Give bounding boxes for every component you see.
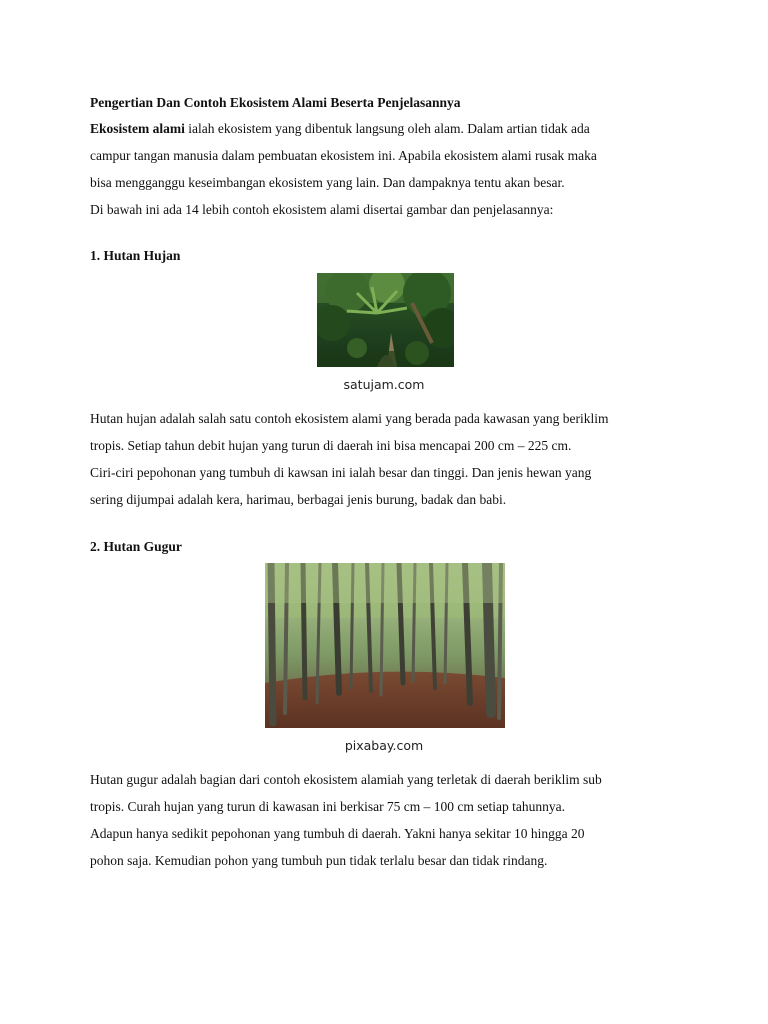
rainforest-image bbox=[317, 273, 454, 367]
section-1-caption: satujam.com bbox=[343, 377, 425, 392]
section-2-line-1: Hutan gugur adalah bagian dari contoh ekosistem alamiah yang terletak di daerah beriklim sub bbox=[90, 772, 602, 787]
section-1-line-4: sering dijumpai adalah kera, harimau, berbagai jenis burung, badak dan babi. bbox=[90, 492, 507, 507]
intro-line-4: Di bawah ini ada 14 lebih contoh ekosistem alami disertai gambar dan penjelasannya: bbox=[90, 202, 554, 217]
section-1-line-3: Ciri-ciri pepohonan yang tumbuh di kawsan ini ialah besar dan tinggi. Dan jenis hewan yang bbox=[90, 465, 592, 480]
rainforest-illustration bbox=[317, 273, 454, 367]
intro-term: Ekosistem alami bbox=[90, 121, 185, 136]
intro-line-2: campur tangan manusia dalam pembuatan ekosistem ini. Apabila ekosistem alami rusak maka bbox=[90, 148, 597, 163]
section-2-heading: 2. Hutan Gugur bbox=[90, 539, 182, 554]
section-2-caption: pixabay.com bbox=[344, 738, 424, 753]
intro-line-3: bisa mengganggu keseimbangan ekosistem yang lain. Dan dampaknya tentu akan besar. bbox=[90, 175, 565, 190]
section-2-line-3: Adapun hanya sedikit pepohonan yang tumbuh di daerah. Yakni hanya sekitar 10 hingga 20 bbox=[90, 826, 585, 841]
deciduous-forest-image bbox=[265, 563, 505, 728]
deciduous-forest-illustration bbox=[265, 563, 505, 728]
intro-line-1-rest: ialah ekosistem yang dibentuk langsung oleh alam. Dalam artian tidak ada bbox=[184, 121, 590, 136]
intro-line-1 bbox=[90, 120, 590, 138]
section-1-line-1: Hutan hujan adalah salah satu contoh ekosistem alami yang berada pada kawasan yang beriklim bbox=[90, 411, 609, 426]
section-2-line-2: tropis. Curah hujan yang turun di kawasan ini berkisar 75 cm – 100 cm setiap tahunnya. bbox=[90, 799, 566, 814]
document-title: Pengertian Dan Contoh Ekosistem Alami Beserta Penjelasannya bbox=[90, 95, 461, 110]
section-1-line-2: tropis. Setiap tahun debit hujan yang turun di daerah ini bisa mencapai 200 cm – 225 cm. bbox=[90, 438, 572, 453]
section-2-line-4: pohon saja. Kemudian pohon yang tumbuh pun tidak terlalu besar dan tidak rindang. bbox=[90, 853, 548, 868]
section-1-heading: 1. Hutan Hujan bbox=[90, 248, 181, 263]
